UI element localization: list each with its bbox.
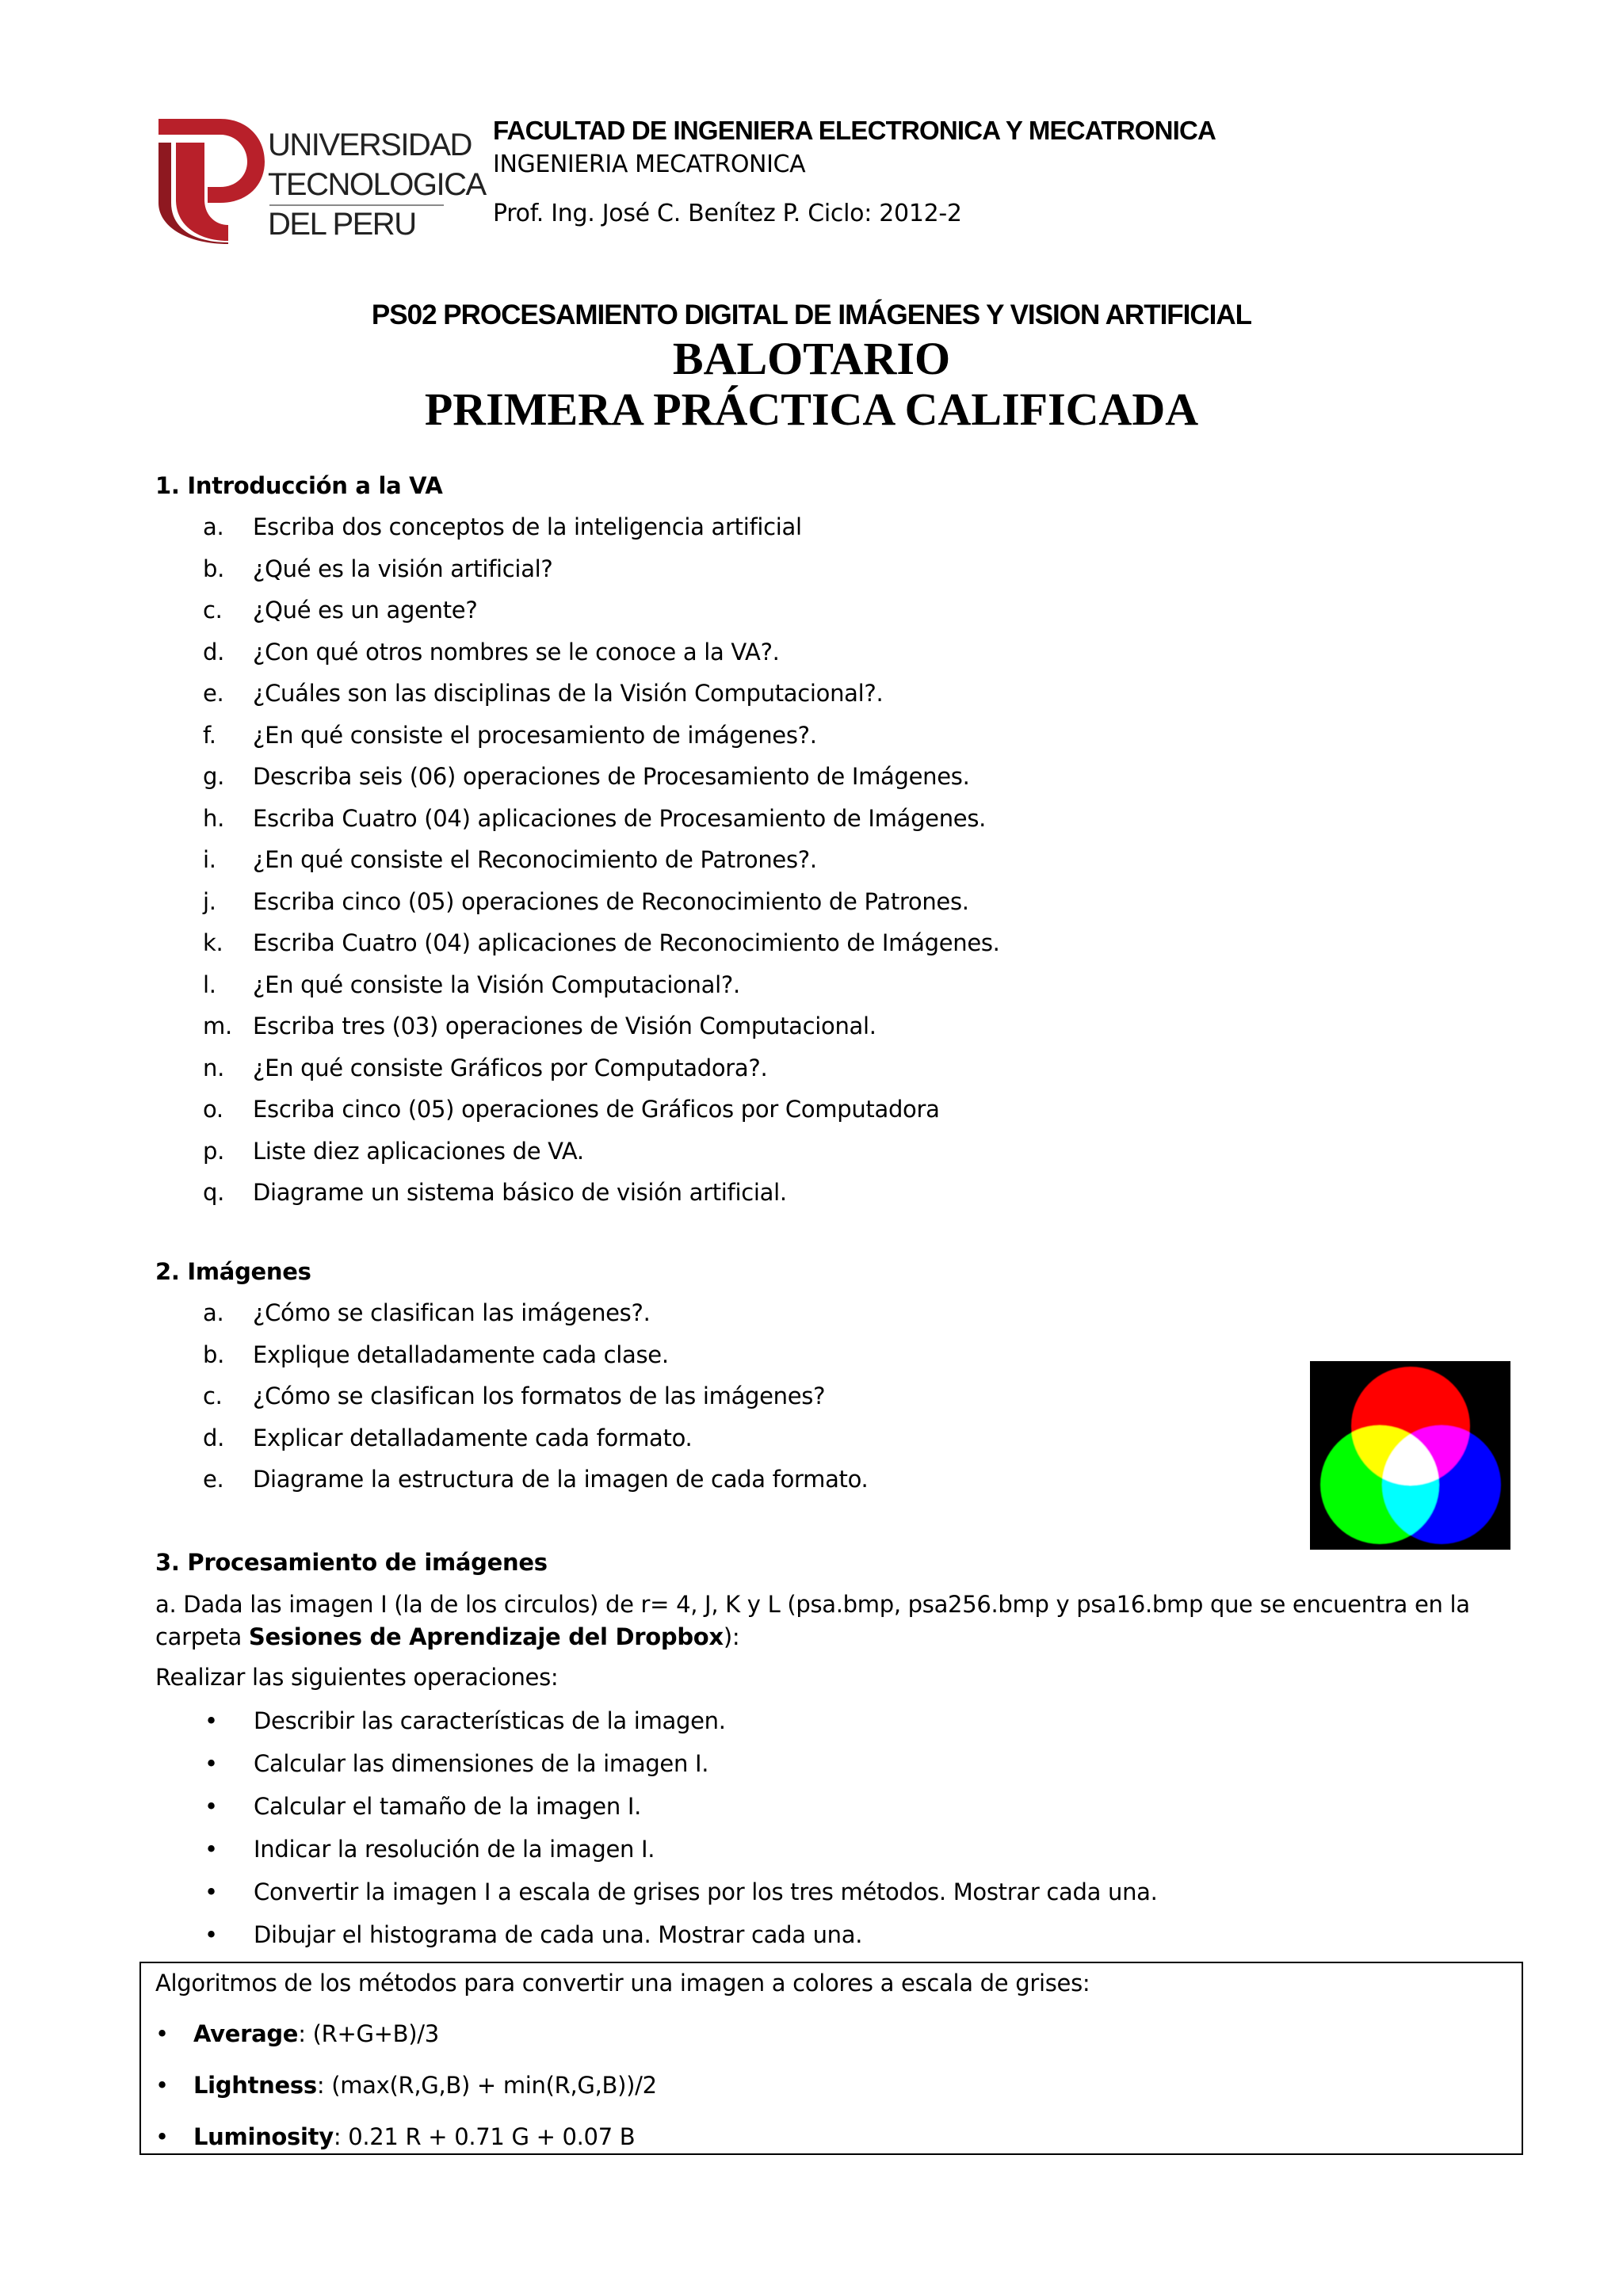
bullet-text: Dibujar el histograma de cada una. Mostrar cada una. [254,1921,863,1948]
item-text: ¿Cómo se clasifican las imágenes?. [253,1299,651,1326]
item-label: a. [203,1299,224,1326]
item-text: Describa seis (06) operaciones de Procesamiento de Imágenes. [253,763,970,790]
item-label: p. [203,1137,225,1165]
logo-line: TECNOLOGICA [268,167,486,202]
item-text: ¿Cómo se clasifican los formatos de las imágenes? [253,1383,826,1409]
logo-divider [269,204,444,206]
algorithms-title: Algoritmos de los métodos para convertir una imagen a colores a escala de grises: [155,1970,1090,1997]
bullet-text: Indicar la resolución de la imagen I. [254,1836,655,1863]
section-heading: 2. Imágenes [155,1258,311,1285]
item-text: ¿En qué consiste Gráficos por Computadora?. [253,1054,768,1081]
section-heading: 3. Procesamiento de imágenes [155,1549,548,1576]
item-label: e. [203,1466,224,1493]
item-label: n. [203,1054,224,1081]
item-label: c. [203,597,223,624]
logo-wordmark [268,125,486,244]
algorithm-text [193,2123,635,2150]
paragraph-line: a. Dada las imagen I (la de los circulos) de r= 4, J, K y L (psa.bmp, psa256.bmp y psa16.bmp que se encuentra en la [155,1591,1470,1618]
paragraph-suffix: ): [723,1623,740,1650]
item-label: a. [203,513,224,540]
professor-line: Prof. Ing. José C. Benítez P. Ciclo: 2012-2 [493,200,962,227]
bullet-icon: • [204,1750,218,1777]
item-text: ¿Qué es un agente? [253,597,478,624]
course-title: PS02 PROCESAMIENTO DIGITAL DE IMÁGENES Y VISION ARTIFICIAL [371,299,1252,330]
bullet-icon: • [155,2020,169,2047]
bullet-text: Convertir la imagen I a escala de grises por los tres métodos. Mostrar cada una. [254,1878,1158,1905]
item-label: k. [203,929,223,956]
item-text: Escriba Cuatro (04) aplicaciones de Reconocimiento de Imágenes. [253,929,1000,956]
bullet-icon: • [204,1878,218,1905]
algorithm-text [193,2020,439,2047]
item-label: j. [203,887,216,915]
bullet-icon: • [204,1793,218,1820]
algorithm-formula: : 0.21 R + 0.71 G + 0.07 B [333,2123,636,2150]
item-label: h. [203,804,224,832]
logo-line: DEL PERU [268,207,416,242]
utp-logo-icon [152,111,271,244]
item-label: d. [203,638,225,666]
item-text: Diagrame la estructura de la imagen de cada formato. [253,1466,869,1493]
item-label: c. [203,1383,223,1409]
item-text: Liste diez aplicaciones de VA. [253,1137,584,1165]
program-name: INGENIERIA MECATRONICA [493,151,806,178]
item-text: Escriba tres (03) operaciones de Visión Computacional. [253,1013,876,1039]
paragraph-prefix: carpeta [155,1623,249,1650]
item-text: Escriba cinco (05) operaciones de Gráficos por Computadora [253,1096,940,1123]
section-heading: 1. Introducción a la VA [155,472,443,499]
paragraph-line [155,1623,739,1650]
dropbox-folder-name: Sesiones de Aprendizaje del Dropbox [248,1623,724,1650]
item-label: o. [203,1096,223,1123]
item-label: e. [203,680,224,707]
rgb-venn-figure [1310,1361,1510,1550]
algorithm-name: Luminosity [193,2123,334,2150]
bullet-text: Calcular las dimensiones de la imagen I. [254,1750,709,1777]
item-text: Diagrame un sistema básico de visión artificial. [253,1179,787,1206]
algorithm-formula: : (R+G+B)/3 [298,2020,439,2047]
logo-line: UNIVERSIDAD [268,128,472,162]
item-label: f. [203,721,216,749]
item-text: ¿En qué consiste el procesamiento de imágenes?. [253,721,817,749]
item-text: Explique detalladamente cada clase. [253,1341,669,1368]
item-label: b. [203,555,225,582]
item-text: ¿En qué consiste la Visión Computacional?. [253,971,740,998]
bullet-icon: • [155,2123,169,2150]
algorithm-name: Average [193,2020,299,2047]
item-label: l. [203,971,216,998]
bullet-icon: • [204,1707,218,1734]
item-label: b. [203,1341,225,1368]
bullet-text: Calcular el tamaño de la imagen I. [254,1793,642,1820]
blue-circle [1382,1425,1501,1544]
bullet-icon: • [155,2072,169,2099]
item-text: ¿Qué es la visión artificial? [253,555,553,582]
document-subtitle: PRIMERA PRÁCTICA CALIFICADA [424,383,1199,435]
item-label: g. [203,763,225,790]
item-text: ¿Cuáles son las disciplinas de la Visión Computacional?. [253,680,884,707]
item-label: i. [203,846,216,873]
item-label: m. [203,1013,232,1039]
bullet-text: Describir las características de la imagen. [254,1707,726,1734]
item-text: Explicar detalladamente cada formato. [253,1424,693,1451]
item-text: ¿En qué consiste el Reconocimiento de Patrones?. [253,846,817,873]
item-text: Escriba cinco (05) operaciones de Reconocimiento de Patrones. [253,887,969,915]
item-text: Escriba Cuatro (04) aplicaciones de Procesamiento de Imágenes. [253,804,987,832]
faculty-name: FACULTAD DE INGENIERA ELECTRONICA Y MECATRONICA [493,116,1216,145]
algorithm-text [193,2072,657,2099]
item-label: q. [203,1179,225,1206]
algorithm-formula: : (max(R,G,B) + min(R,G,B))/2 [316,2072,657,2099]
bullet-icon: • [204,1836,218,1863]
item-text: ¿Con qué otros nombres se le conoce a la VA?. [253,638,780,666]
document-title: BALOTARIO [672,333,951,384]
paragraph-line: Realizar las siguientes operaciones: [155,1664,559,1691]
algorithm-name: Lightness [193,2072,317,2099]
bullet-icon: • [204,1921,218,1948]
item-label: d. [203,1424,225,1451]
item-text: Escriba dos conceptos de la inteligencia artificial [253,513,802,540]
